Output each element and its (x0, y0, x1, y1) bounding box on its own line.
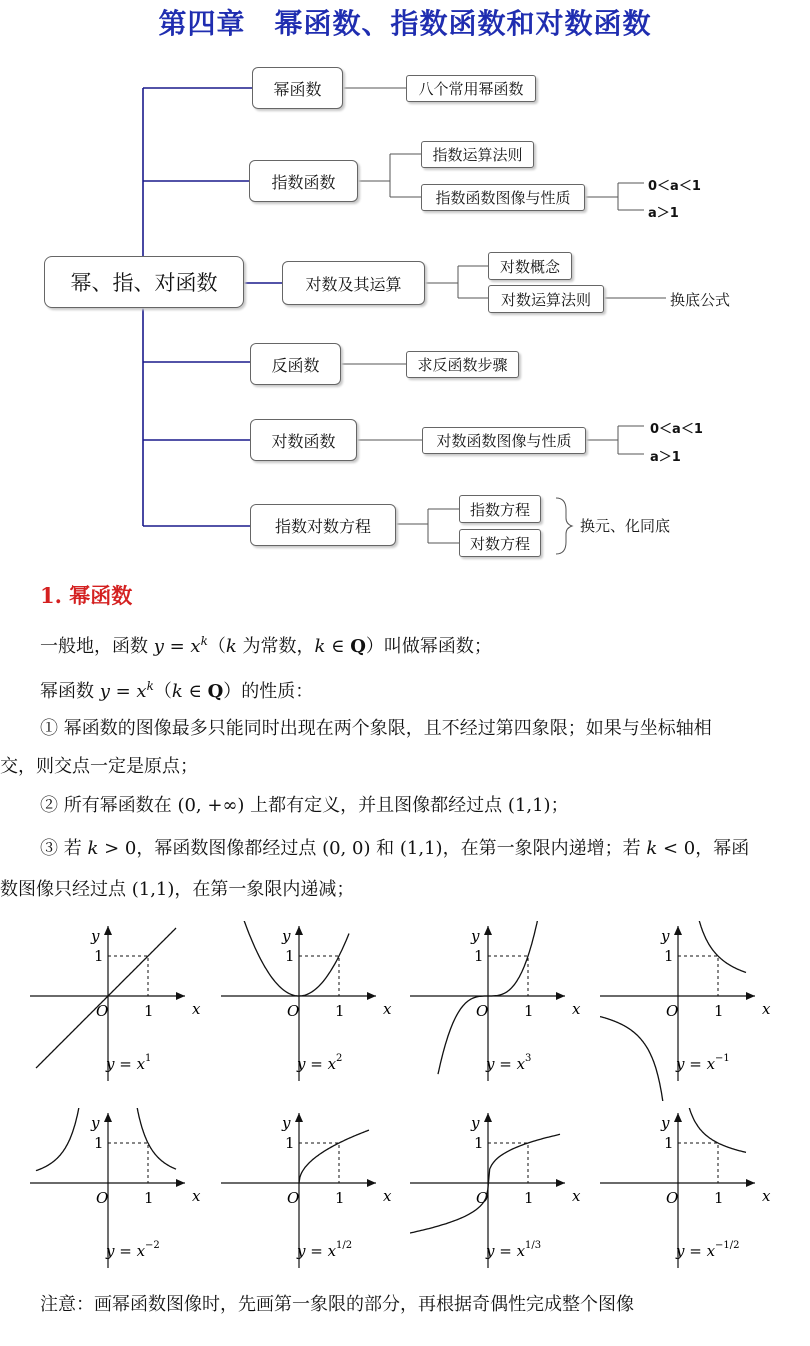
x-one-label: 1 (714, 1189, 724, 1207)
x-axis-label: x (762, 1187, 771, 1205)
function-curve (299, 1130, 369, 1183)
node-log-graph-properties: 对数函数图像与性质 (422, 427, 586, 454)
x-axis-label: x (762, 1000, 771, 1018)
property-1-line-2: 交，则交点一定是原点； (0, 756, 198, 777)
note: 注意：画幂函数图像时，先画第一象限的部分，再根据奇偶性完成整个图像 (40, 1294, 634, 1315)
node-inverse-steps: 求反函数步骤 (406, 351, 519, 378)
y-axis-arrow (104, 926, 112, 935)
node-exp-equation: 指数方程 (459, 495, 541, 523)
x-axis-arrow (176, 1179, 185, 1187)
dashed-guide (299, 956, 339, 996)
y-axis-arrow (295, 1113, 303, 1122)
origin-label: O (476, 1189, 489, 1207)
property-2: ② 所有幂函数在 (0, +∞) 上都有定义，并且图像都经过点 (1,1)； (40, 795, 569, 816)
origin-label: O (287, 1002, 300, 1020)
graph-panel (30, 1108, 220, 1288)
dashed-guide (678, 1143, 718, 1183)
definition-paragraph: 一般地，函数 $y = x^k(k$ 为常数，k ∈ Q）叫做幂函数； (40, 634, 492, 657)
y-axis-arrow (295, 926, 303, 935)
properties-heading: 幂函数 $y = x^k(k$ ∈ Q）的性质： (40, 679, 314, 702)
x-axis-arrow (746, 1179, 755, 1187)
branch-log-function: 对数函数 (250, 419, 357, 461)
y-axis-label: y (471, 1114, 480, 1132)
branch-exp-log-equations: 指数对数方程 (250, 504, 396, 546)
property-3-line-2: 数图像只经过点 (1,1)，在第一象限内递减； (0, 879, 355, 900)
dashed-guide (108, 1143, 148, 1183)
function-label: $y = x^2$ (297, 1053, 343, 1073)
leaf-substitution-same-base: 换元、化同底 (580, 517, 671, 535)
x-axis-label: x (572, 1187, 581, 1205)
function-label: $y = x^1$ (106, 1053, 152, 1073)
dashed-guide (678, 956, 718, 996)
x-one-label: 1 (524, 1189, 534, 1207)
branch-inverse-function: 反函数 (250, 343, 341, 385)
x-axis-arrow (367, 992, 376, 1000)
y-one-label: 1 (474, 947, 484, 965)
graph-panel (410, 1108, 600, 1288)
y-axis-label: y (471, 927, 480, 945)
function-curve (410, 1134, 560, 1233)
function-label: $y = x^{-1}$ (676, 1053, 730, 1073)
function-label: $y = x^{-2}$ (106, 1240, 160, 1260)
y-one-label: 1 (664, 1134, 674, 1152)
branch-power-function: 幂函数 (252, 67, 343, 109)
section-title: 1. 幂函数 (40, 583, 133, 608)
function-label: $y = x^{1/2}$ (297, 1240, 353, 1260)
graph-panel (600, 921, 790, 1101)
node-log-concept: 对数概念 (488, 252, 572, 280)
branch-exponential-function: 指数函数 (249, 160, 358, 202)
mindmap-root: 幂、指、对函数 (44, 256, 244, 308)
function-curve (131, 1108, 176, 1169)
dashed-guide (299, 1143, 339, 1183)
leaf-exp-a-greater-1: a＞1 (648, 206, 679, 221)
y-axis-label: y (91, 1114, 100, 1132)
y-axis-arrow (674, 926, 682, 935)
function-label: $y = x^{-1/2}$ (676, 1240, 740, 1260)
x-axis-arrow (367, 1179, 376, 1187)
y-one-label: 1 (474, 1134, 484, 1152)
y-axis-label: y (91, 927, 100, 945)
x-one-label: 1 (144, 1189, 154, 1207)
x-axis-label: x (383, 1000, 392, 1018)
origin-label: O (476, 1002, 489, 1020)
y-one-label: 1 (285, 947, 295, 965)
origin-label: O (287, 1189, 300, 1207)
x-axis-label: x (383, 1187, 392, 1205)
x-axis-label: x (192, 1187, 201, 1205)
dashed-guide (488, 956, 528, 996)
origin-label: O (96, 1189, 109, 1207)
function-curve (36, 928, 176, 1068)
function-label: $y = x^{1/3}$ (486, 1240, 542, 1260)
y-axis-arrow (484, 1113, 492, 1122)
dashed-guide (488, 1143, 528, 1183)
x-one-label: 1 (335, 1002, 345, 1020)
node-log-rules: 对数运算法则 (488, 285, 604, 313)
y-axis-label: y (661, 927, 670, 945)
node-exponent-rules: 指数运算法则 (421, 141, 534, 168)
x-one-label: 1 (714, 1002, 724, 1020)
leaf-log-a-between-0-1: 0＜a＜1 (650, 422, 703, 437)
graph-panel (410, 921, 600, 1101)
chapter-title: 第四章 幂函数、指数函数和对数函数 (158, 7, 652, 40)
x-axis-label: x (192, 1000, 201, 1018)
origin-label: O (96, 1002, 109, 1020)
graph-panel (30, 921, 220, 1101)
origin-label: O (666, 1189, 679, 1207)
origin-label: O (666, 1002, 679, 1020)
y-axis-label: y (282, 927, 291, 945)
x-axis-arrow (556, 1179, 565, 1187)
y-one-label: 1 (664, 947, 674, 965)
y-axis-label: y (282, 1114, 291, 1132)
y-axis-arrow (104, 1113, 112, 1122)
graph-panel (221, 1108, 411, 1288)
function-label: $y = x^3$ (486, 1053, 532, 1073)
graph-panel (221, 921, 411, 1101)
x-axis-arrow (176, 992, 185, 1000)
x-axis-label: x (572, 1000, 581, 1018)
y-axis-arrow (674, 1113, 682, 1122)
branch-logarithm-operations: 对数及其运算 (282, 261, 425, 305)
x-one-label: 1 (524, 1002, 534, 1020)
y-one-label: 1 (285, 1134, 295, 1152)
leaf-exp-a-between-0-1: 0＜a＜1 (648, 179, 701, 194)
x-axis-arrow (746, 992, 755, 1000)
y-axis-label: y (661, 1114, 670, 1132)
x-axis-arrow (556, 992, 565, 1000)
x-one-label: 1 (144, 1002, 154, 1020)
x-one-label: 1 (335, 1189, 345, 1207)
graph-panel (600, 1108, 790, 1288)
leaf-log-a-greater-1: a＞1 (650, 450, 681, 465)
function-curve (693, 921, 746, 973)
node-eight-power-functions: 八个常用幂函数 (406, 75, 536, 102)
function-curve (689, 1108, 746, 1152)
leaf-change-of-base: 换底公式 (670, 291, 731, 309)
property-3-line-1: ③ 若 k > 0，幂函数图像都经过点 (0, 0) 和 (1,1)，在第一象限内递增；若 k < 0，幂函 (40, 838, 750, 859)
y-one-label: 1 (94, 1134, 104, 1152)
property-1-line-1: ① 幂函数的图像最多只能同时出现在两个象限，且不经过第四象限；如果与坐标轴相 (40, 718, 712, 739)
function-curve (36, 1108, 86, 1171)
node-log-equation: 对数方程 (459, 529, 541, 557)
y-one-label: 1 (94, 947, 104, 965)
y-axis-arrow (484, 926, 492, 935)
node-exponential-graph-properties: 指数函数图像与性质 (421, 184, 585, 211)
function-curve (600, 1016, 666, 1101)
